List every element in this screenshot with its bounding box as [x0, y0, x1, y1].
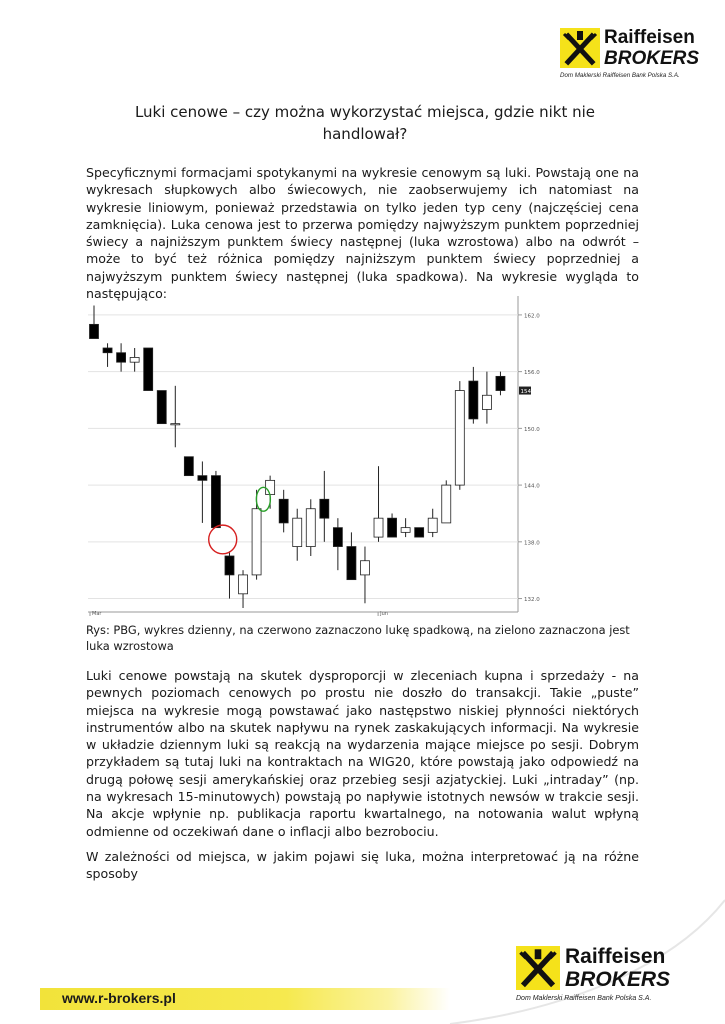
y-tick-label: 132.0	[524, 597, 540, 604]
intro-paragraph: Specyficznymi formacjami spotykanymi na wykresie cenowym są luki. Powstają one na wykresach słupkowych albo świecowych, nie zaobserwujemy ich natomiast na wykresie liniowym, ponieważ przedstawia on tylko jeden typ ceny (najczęściej cena zamknięcia). Luka cenowa jest to przerwa pomiędzy najwyższym punktem poprzedniej świecy a najniższym punktem świecy następnej (luka wzrostowa) albo na odwrót – może to być też różnica pomiędzy najniższym punktem świecy poprzedniej a najwyższym punktem świecy następnej (luka spadkowa). Na wykresie wygląda to następująco:	[86, 165, 639, 302]
candle-body	[171, 424, 180, 425]
candle-body	[455, 391, 464, 486]
candle-body	[225, 556, 234, 575]
candle-body	[442, 485, 451, 523]
brand-logo-top	[560, 28, 699, 79]
candle	[306, 499, 315, 556]
page-title: Luki cenowe – czy można wykorzystać miejsca, gdzie nikt nie handlował?	[134, 103, 596, 143]
candle-body	[239, 575, 248, 594]
y-tick-label: 156.0	[524, 370, 540, 377]
candle	[415, 528, 424, 537]
candle-body	[320, 499, 329, 518]
brand-word1: Raiffeisen	[604, 27, 695, 48]
candle-body	[360, 561, 369, 575]
candle	[144, 348, 153, 391]
candle-body	[90, 324, 99, 338]
candle	[279, 490, 288, 533]
candle-body	[252, 509, 261, 575]
y-tick-label: 138.0	[524, 540, 540, 547]
candle-body	[347, 547, 356, 580]
candle	[333, 518, 342, 570]
candle-body	[211, 476, 220, 528]
candle	[455, 381, 464, 490]
brand-subtitle: Dom Maklerski Raiffeisen Bank Polska S.A.	[516, 995, 652, 1002]
candle	[198, 461, 207, 522]
last-price-label: 154	[520, 388, 531, 395]
candle	[157, 391, 166, 424]
candle	[360, 547, 369, 604]
chart-grid	[88, 296, 518, 612]
candle-body	[428, 518, 437, 532]
candle	[171, 386, 180, 447]
candle	[442, 480, 451, 523]
candle	[293, 509, 302, 561]
candle	[374, 466, 383, 542]
gap-down-marker	[209, 525, 237, 554]
closing-paragraph: W zależności od miejsca, w jakim pojawi się luka, można interpretować ją na różne sposoby	[86, 849, 639, 882]
candle	[239, 570, 248, 608]
candle-body	[184, 457, 193, 476]
brand-logo-bottom	[516, 946, 670, 1002]
candle	[469, 367, 478, 424]
candle-body	[117, 353, 126, 362]
candle	[211, 471, 220, 528]
candle	[117, 343, 126, 371]
candle-body	[333, 528, 342, 547]
candle	[388, 513, 397, 537]
candle-body	[374, 518, 383, 537]
candle-body	[266, 480, 275, 494]
candle	[496, 372, 505, 396]
candle-body	[401, 528, 410, 533]
y-tick-label: 150.0	[524, 426, 540, 433]
footer-url-link[interactable]: www.r-brokers.pl	[62, 990, 176, 1006]
candle	[90, 305, 99, 338]
candle-body	[130, 357, 139, 362]
chart-caption: Rys: PBG, wykres dzienny, na czerwono zaznaczono lukę spadkową, na zielono zaznaczona jest luka wzrostowa	[86, 623, 630, 653]
brand-word1: Raiffeisen	[565, 945, 666, 968]
candle	[347, 532, 356, 579]
candle-body	[103, 348, 112, 353]
candle	[184, 457, 193, 476]
candle-body	[415, 528, 424, 537]
candle-body	[144, 348, 153, 391]
candle-body	[157, 391, 166, 424]
candle-body	[306, 509, 315, 547]
raiffeisen-cross-icon	[516, 946, 560, 990]
brand-subtitle: Dom Maklerski Raiffeisen Bank Polska S.A.	[560, 72, 680, 79]
candle-body	[482, 395, 491, 409]
raiffeisen-cross-icon	[560, 28, 600, 68]
brand-word2: BROKERS	[565, 968, 671, 991]
candles	[90, 305, 505, 608]
candle-body	[469, 381, 478, 419]
candle-body	[388, 518, 397, 537]
candle	[130, 348, 139, 372]
candle-body	[293, 518, 302, 546]
y-tick-label: 162.0	[524, 313, 540, 320]
brand-word2: BROKERS	[604, 48, 700, 69]
candlestick-chart	[86, 290, 556, 616]
candle	[428, 509, 437, 537]
candle	[401, 518, 410, 537]
candle-body	[279, 499, 288, 523]
explanation-paragraph: Luki cenowe powstają na skutek dysproporcji w zleceniach kupna i sprzedaży - na pewnych poziomach cenowych po prostu nie doszło do transakcji. Takie „puste” miejsca na wykresie mogą powstawać jako następstwo niskiej płynności niektórych instrumentów albo na skutek napływu na rynek zaskakujących informacji. Na wykresie w układzie dziennym luki są reakcją na wydarzenia mające miejsce po sesji. Dobrym przykładem są tutaj luki na kontraktach na WIG20, które powstają jako odpowiedź na drugą połowę sesji amerykańskiej oraz przebieg sesji azjatyckiej. Luki „intraday” (np. na wykresach 15-minutowych) powstają po napływie istotnych newsów w trakcie sesji. Na akcje wpłynie np. publikacja raportu kwartalnego, na notowania walut wpłyną odmienne od oczekiwań dane o inflacji albo bezrobociu.	[86, 668, 639, 839]
y-axis-ticks	[518, 313, 540, 603]
x-tick-label: Mar	[92, 611, 102, 616]
candle	[320, 471, 329, 542]
gap-up-marker	[256, 487, 270, 511]
x-tick-label: Jun	[380, 611, 388, 616]
y-tick-label: 144.0	[524, 483, 540, 490]
candle	[225, 551, 234, 598]
candle	[103, 343, 112, 367]
candle-body	[198, 476, 207, 481]
candle	[482, 372, 491, 424]
candle-body	[496, 376, 505, 390]
